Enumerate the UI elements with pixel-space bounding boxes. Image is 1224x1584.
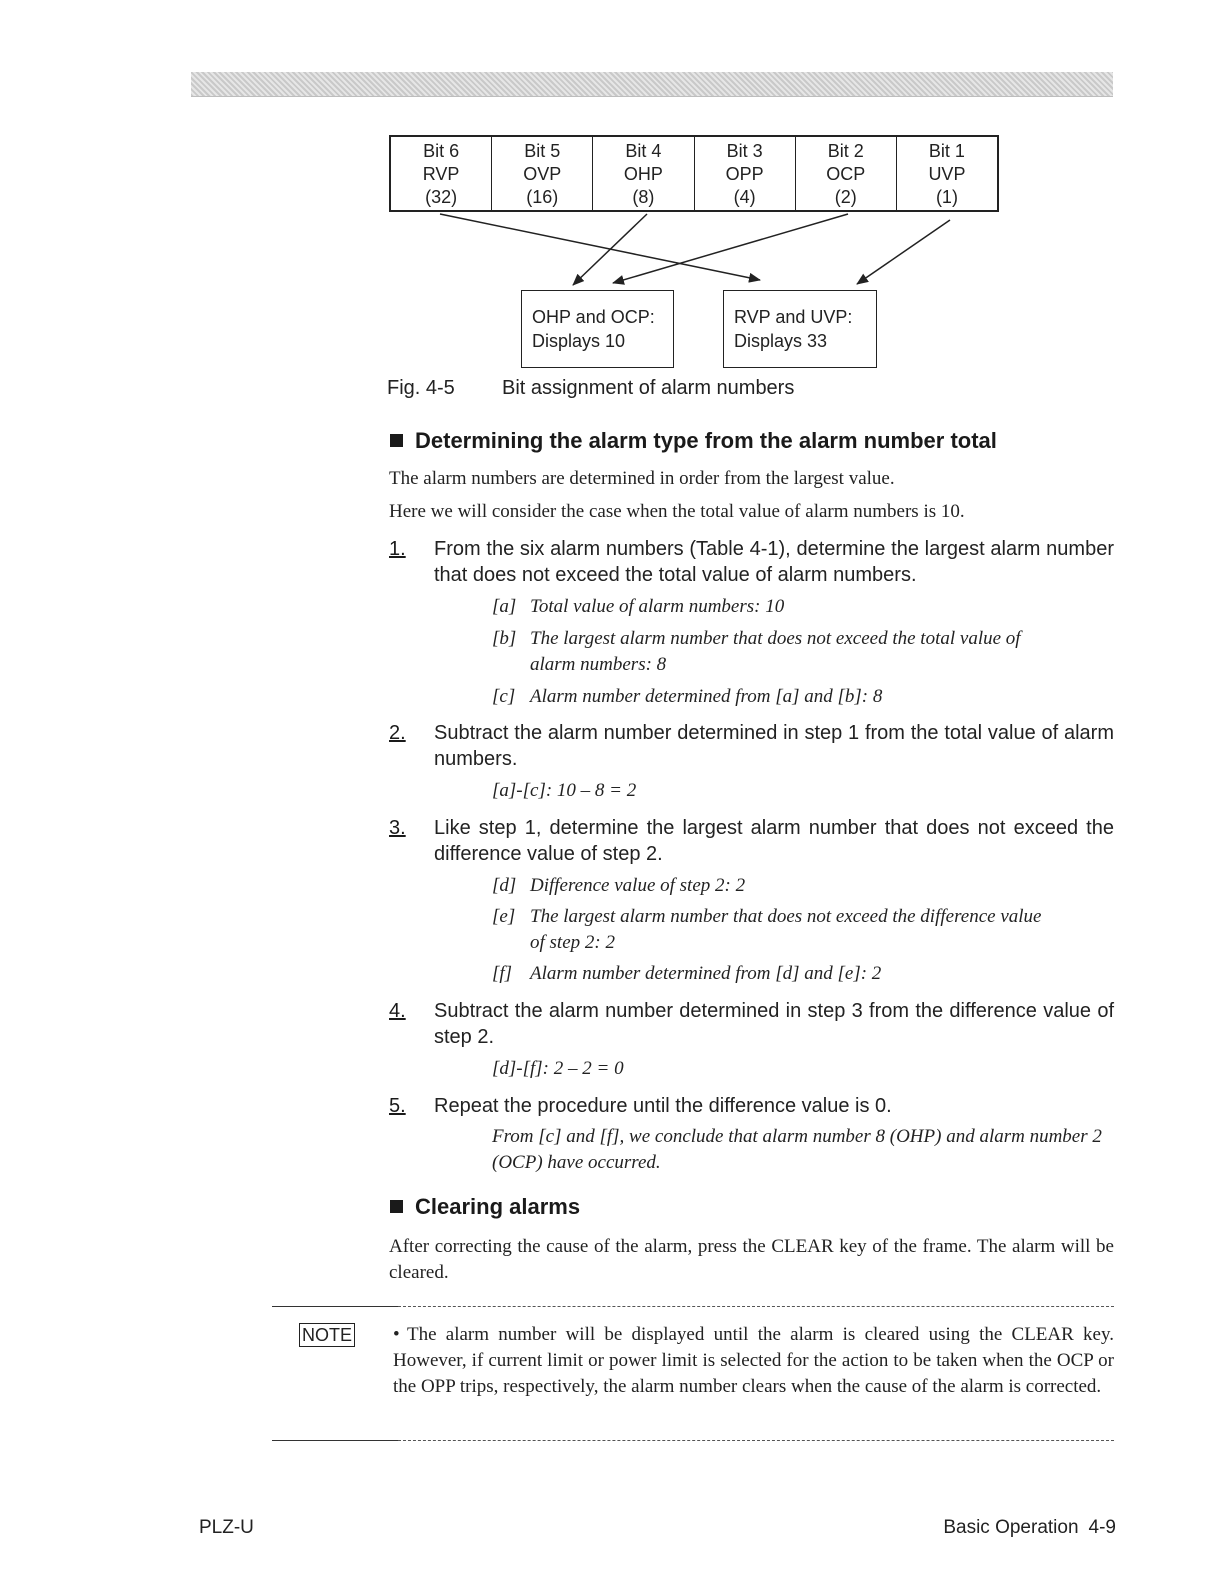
section-title-text: Clearing alarms: [415, 1194, 581, 1219]
square-bullet-icon: [390, 1200, 403, 1213]
bit-value: (2): [834, 187, 857, 207]
substep-text-cont: of step 2: 2: [530, 932, 615, 953]
conclusion: From [c] and [f], we conclude that alarm number 8 (OHP) and alarm number 2 (OCP) have occurred.: [492, 1126, 1102, 1173]
substep-tag: [b]: [492, 628, 517, 649]
note-text: [393, 1322, 1114, 1400]
bit-value: (4): [733, 187, 756, 207]
paragraph: After correcting the cause of the alarm, press the CLEAR key of the frame. The alarm will be cleared.: [389, 1236, 1114, 1283]
step-text: Like step 1, determine the largest alarm number that does not exceed the difference value of step 2.: [434, 817, 1114, 865]
bit-label: Bit 3: [726, 141, 763, 161]
bit-label: Bit 4: [625, 141, 662, 161]
substep-text: Alarm number determined from [a] and [b]: 8: [530, 686, 883, 707]
substep: [492, 961, 1114, 987]
footer-section: [943, 1517, 1116, 1539]
substep-text: The largest alarm number that does not exceed the difference value: [530, 906, 1042, 927]
substep-text: Alarm number determined from [d] and [e]: 2: [530, 963, 882, 984]
substep-text: The largest alarm number that does not exceed the total value of: [530, 628, 1021, 649]
bit-name: OPP: [725, 164, 764, 184]
bullet-icon: •: [393, 1324, 400, 1345]
substep-tag: [a]: [492, 596, 517, 617]
figure-number: Fig. 4-5: [387, 377, 455, 399]
display-box-rvp-uvp: [723, 290, 877, 368]
page-number: 4-9: [1088, 1517, 1116, 1538]
paragraph: The alarm numbers are determined in order from the largest value.: [389, 468, 895, 489]
substep: [492, 684, 1114, 710]
arrow-ocp: [613, 214, 848, 283]
note-body: The alarm number will be displayed until the alarm is cleared using the CLEAR key. However, if current limit or power limit is selected for the action to be taken when the OCP or the OPP trips, respectively, the alarm number clears when the cause of the alarm is corrected.: [393, 1324, 1114, 1397]
bit-value: (8): [632, 187, 655, 207]
footer-section-name: Basic Operation: [943, 1517, 1079, 1538]
bit-label: Bit 5: [524, 141, 561, 161]
box-line: RVP and UVP:: [734, 307, 853, 327]
step-number: 5.: [389, 1095, 406, 1117]
substep: [492, 594, 1114, 620]
step: [389, 1093, 1114, 1119]
box-line: Displays 33: [734, 331, 828, 351]
bit-label: Bit 1: [928, 141, 965, 161]
substep-tag: [f]: [492, 963, 513, 984]
section-title: [390, 428, 997, 454]
substep-formula: [d]-[f]: 2 – 2 = 0: [492, 1058, 624, 1079]
substep-tag: [c]: [492, 686, 516, 707]
arrow-uvp: [857, 220, 950, 284]
arrow-ohp: [573, 214, 647, 285]
note-rule-dashed: [398, 1440, 1114, 1441]
box-line: OHP and OCP:: [532, 307, 655, 327]
substep-text-cont: alarm numbers: 8: [530, 654, 667, 675]
step-number: 4.: [389, 1000, 406, 1022]
step-number: 3.: [389, 817, 406, 839]
section-title-text: Determining the alarm type from the alarm number total: [415, 428, 997, 453]
bit-label: Bit 6: [423, 141, 460, 161]
bit-name: OHP: [623, 164, 663, 184]
arrow-rvp: [440, 214, 760, 280]
step: [389, 815, 1114, 867]
paragraph: Here we will consider the case when the total value of alarm numbers is 10.: [389, 501, 965, 522]
step-number: 1.: [389, 538, 406, 560]
step-text: Subtract the alarm number determined in step 1 from the total value of alarm numbers.: [434, 722, 1114, 770]
bit-value: (32): [425, 187, 458, 207]
substep: [492, 626, 1114, 678]
note-badge: NOTE: [299, 1323, 355, 1347]
figure-caption-text: Bit assignment of alarm numbers: [502, 377, 795, 399]
box-line: Displays 10: [532, 331, 626, 351]
substep: [492, 904, 1114, 956]
figure-caption: [387, 377, 794, 400]
step: [389, 720, 1114, 772]
step: [389, 998, 1114, 1050]
bit-label: Bit 2: [827, 141, 864, 161]
square-bullet-icon: [390, 434, 403, 447]
substep-text: Difference value of step 2: 2: [530, 875, 746, 896]
substep-tag: [e]: [492, 906, 516, 927]
substep-text: Total value of alarm numbers: 10: [530, 596, 785, 617]
substep-formula: [a]-[c]: 10 – 8 = 2: [492, 780, 637, 801]
bit-value: (1): [935, 187, 958, 207]
note-rule-solid: [272, 1306, 398, 1307]
bit-name: OCP: [826, 164, 866, 184]
note-rule-dashed: [398, 1306, 1114, 1307]
substep-tag: [d]: [492, 875, 517, 896]
note-rule-solid: [272, 1440, 398, 1441]
bit-name: UVP: [928, 164, 966, 184]
step-text: Repeat the procedure until the difference value is 0.: [434, 1095, 892, 1117]
step-number: 2.: [389, 722, 406, 744]
step-text: Subtract the alarm number determined in step 3 from the difference value of step 2.: [434, 1000, 1114, 1048]
bit-name: OVP: [523, 164, 562, 184]
display-box-ohp-ocp: [521, 290, 674, 368]
step-text: From the six alarm numbers (Table 4-1), determine the largest alarm number that does not exceed the total value of alarm numbers.: [434, 538, 1114, 586]
section-title: [390, 1194, 580, 1220]
bit-name: RVP: [422, 164, 460, 184]
substep: [492, 873, 1114, 899]
step: [389, 536, 1114, 588]
bit-value: (16): [526, 187, 559, 207]
footer-product: PLZ-U: [199, 1517, 254, 1538]
